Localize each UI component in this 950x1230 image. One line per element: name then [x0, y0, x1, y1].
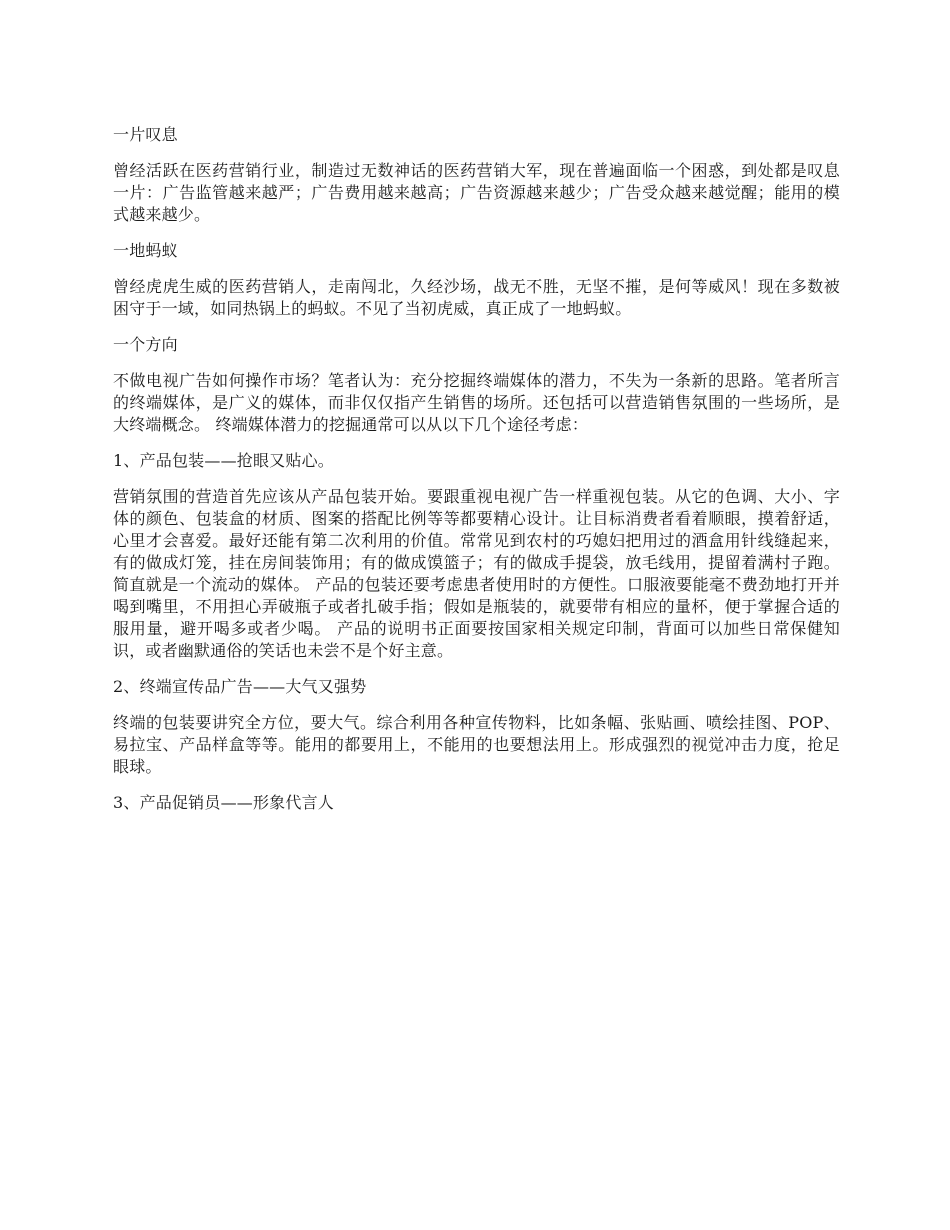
section-heading-ants: 一地蚂蚁: [113, 241, 178, 260]
paragraph-direction: 不做电视广告如何操作市场？笔者认为：充分挖掘终端媒体的潜力，不失为一条新的思路。笔者所言的终端媒体，是广义的媒体，而非仅仅指产生销售的场所。还包括可以营造销售氛围的一些场所，是大终端概念。 终端媒体潜力的挖掘通常可以从以下几个途径考虑：: [113, 371, 840, 434]
section-heading-terminal-ads: 2、终端宣传品广告——大气又强势: [113, 677, 367, 696]
section-heading-packaging: 1、产品包装——抢眼又贴心。: [113, 451, 334, 470]
section-heading-sigh: 一片叹息: [113, 125, 178, 144]
paragraph-terminal-ads: 终端的包装要讲究全方位，要大气。综合利用各种宣传物料，比如条幅、张贴画、喷绘挂图、POP、易拉宝、产品样盒等等。能用的都要用上，不能用的也要想法用上。形成强烈的视觉冲击力度，抢足眼球。: [113, 713, 840, 776]
paragraph-packaging: 营销氛围的营造首先应该从产品包装开始。要跟重视电视广告一样重视包装。从它的色调、大小、字体的颜色、包装盒的材质、图案的搭配比例等等都要精心设计。让目标消费者看着顺眼，摸着舒适，心里才会喜爱。最好还能有第二次利用的价值。常常见到农村的巧媳妇把用过的酒盒用针线缝起来，有的做成灯笼，挂在房间装饰用；有的做成馍篮子；有的做成手提袋，放毛线用，提留着满村子跑。简直就是一个流动的媒体。 产品的包装还要考虑患者使用时的方便性。口服液要能毫不费劲地打开并喝到嘴里，不用担心弄破瓶子或者扎破手指；假如是瓶装的，就要带有相应的量杯，便于掌握合适的服用量，避开喝多或者少喝。 产品的说明书正面要按国家相关规定印制，背面可以加些日常保健知识，或者幽默通俗的笑话也未尝不是个好主意。: [113, 487, 840, 660]
section-heading-promoters: 3、产品促销员——形象代言人: [113, 793, 334, 812]
document-body: [113, 124, 840, 828]
paragraph-ants: 曾经虎虎生威的医药营销人，走南闯北，久经沙场，战无不胜，无坚不摧，是何等威风！现在多数被困守于一域，如同热锅上的蚂蚁。不见了当初虎威，真正成了一地蚂蚁。: [113, 277, 840, 318]
paragraph-sigh: 曾经活跃在医药营销行业，制造过无数神话的医药营销大军，现在普遍面临一个困惑，到处都是叹息一片：广告监管越来越严；广告费用越来越高；广告资源越来越少；广告受众越来越觉醒；能用的模式越来越少。: [113, 161, 840, 224]
section-heading-direction: 一个方向: [113, 335, 178, 354]
